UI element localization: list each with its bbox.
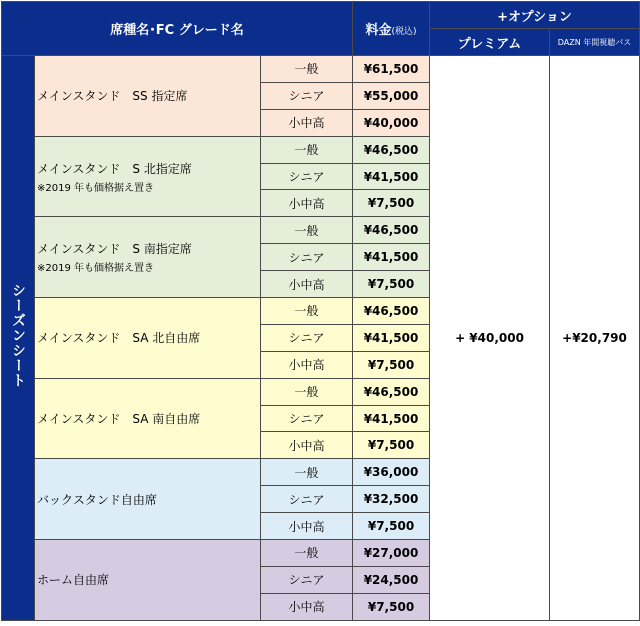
price-cell: ¥27,000 <box>353 540 430 567</box>
price-cell: ¥36,000 <box>353 459 430 486</box>
dazn-header: DAZN 年間視聴パス <box>550 29 640 56</box>
category-cell: シニア <box>261 82 353 109</box>
side-label-text: シーズンシート <box>10 283 26 389</box>
seat-name-cell <box>35 136 261 217</box>
price-cell: ¥7,500 <box>353 351 430 378</box>
price-cell: ¥55,000 <box>353 82 430 109</box>
table-body <box>2 56 640 621</box>
category-cell: 一般 <box>261 378 353 405</box>
seat-name-cell <box>35 540 261 621</box>
price-cell: ¥40,000 <box>353 109 430 136</box>
price-cell: ¥7,500 <box>353 190 430 217</box>
seat-note: ※2019 年も価格据え置き <box>37 263 155 275</box>
category-cell: シニア <box>261 405 353 432</box>
price-cell: ¥46,500 <box>353 217 430 244</box>
premium-header: プレミアム <box>430 29 550 56</box>
category-cell: 小中高 <box>261 271 353 298</box>
category-cell: 小中高 <box>261 351 353 378</box>
price-cell: ¥7,500 <box>353 513 430 540</box>
price-cell: ¥24,500 <box>353 566 430 593</box>
category-cell: 一般 <box>261 459 353 486</box>
price-cell: ¥41,500 <box>353 244 430 271</box>
seat-name-cell <box>35 56 261 137</box>
option-group-header: +オプション <box>430 2 640 29</box>
category-cell: シニア <box>261 566 353 593</box>
seat-name-cell <box>35 459 261 540</box>
price-cell: ¥46,500 <box>353 378 430 405</box>
category-cell: 一般 <box>261 540 353 567</box>
category-cell: シニア <box>261 324 353 351</box>
season-seat-side-label <box>2 56 35 621</box>
price-cell: ¥41,500 <box>353 324 430 351</box>
table-row <box>2 56 640 83</box>
seat-name-cell <box>35 378 261 459</box>
seat-name: メインスタンド S 北指定席 <box>37 161 192 176</box>
category-cell: 小中高 <box>261 432 353 459</box>
category-cell: 一般 <box>261 56 353 83</box>
seat-name: メインスタンド S 南指定席 <box>37 242 192 257</box>
category-cell: 小中高 <box>261 513 353 540</box>
seat-name: バックスタンド自由席 <box>37 492 157 507</box>
price-cell: ¥46,500 <box>353 298 430 325</box>
price-cell: ¥41,500 <box>353 405 430 432</box>
price-header-tax: (税込) <box>391 27 417 37</box>
seat-name: メインスタンド SS 指定席 <box>37 89 188 104</box>
dazn-option-price: +¥20,790 <box>550 56 640 621</box>
category-cell: シニア <box>261 163 353 190</box>
seat-name-cell <box>35 298 261 379</box>
category-cell: シニア <box>261 244 353 271</box>
price-cell: ¥7,500 <box>353 593 430 620</box>
category-cell: 一般 <box>261 217 353 244</box>
price-cell: ¥7,500 <box>353 432 430 459</box>
season-seat-price-table <box>1 1 640 621</box>
category-cell: 一般 <box>261 298 353 325</box>
seat-name: メインスタンド SA 南自由席 <box>37 412 201 427</box>
price-cell: ¥46,500 <box>353 136 430 163</box>
price-cell: ¥41,500 <box>353 163 430 190</box>
category-cell: シニア <box>261 486 353 513</box>
seat-name-cell <box>35 217 261 298</box>
price-header <box>353 2 430 56</box>
seat-name: ホーム自由席 <box>37 573 110 588</box>
premium-option-price: + ¥40,000 <box>430 56 550 621</box>
seat-name: メインスタンド SA 北自由席 <box>37 331 201 346</box>
price-cell: ¥32,500 <box>353 486 430 513</box>
category-cell: 一般 <box>261 136 353 163</box>
category-cell: 小中高 <box>261 109 353 136</box>
seat-name-header: 席種名･FC グレード名 <box>2 2 353 56</box>
price-cell: ¥61,500 <box>353 56 430 83</box>
price-header-label: 料金 <box>365 23 392 38</box>
seat-note: ※2019 年も価格据え置き <box>37 182 155 194</box>
category-cell: 小中高 <box>261 190 353 217</box>
category-cell: 小中高 <box>261 593 353 620</box>
price-cell: ¥7,500 <box>353 271 430 298</box>
